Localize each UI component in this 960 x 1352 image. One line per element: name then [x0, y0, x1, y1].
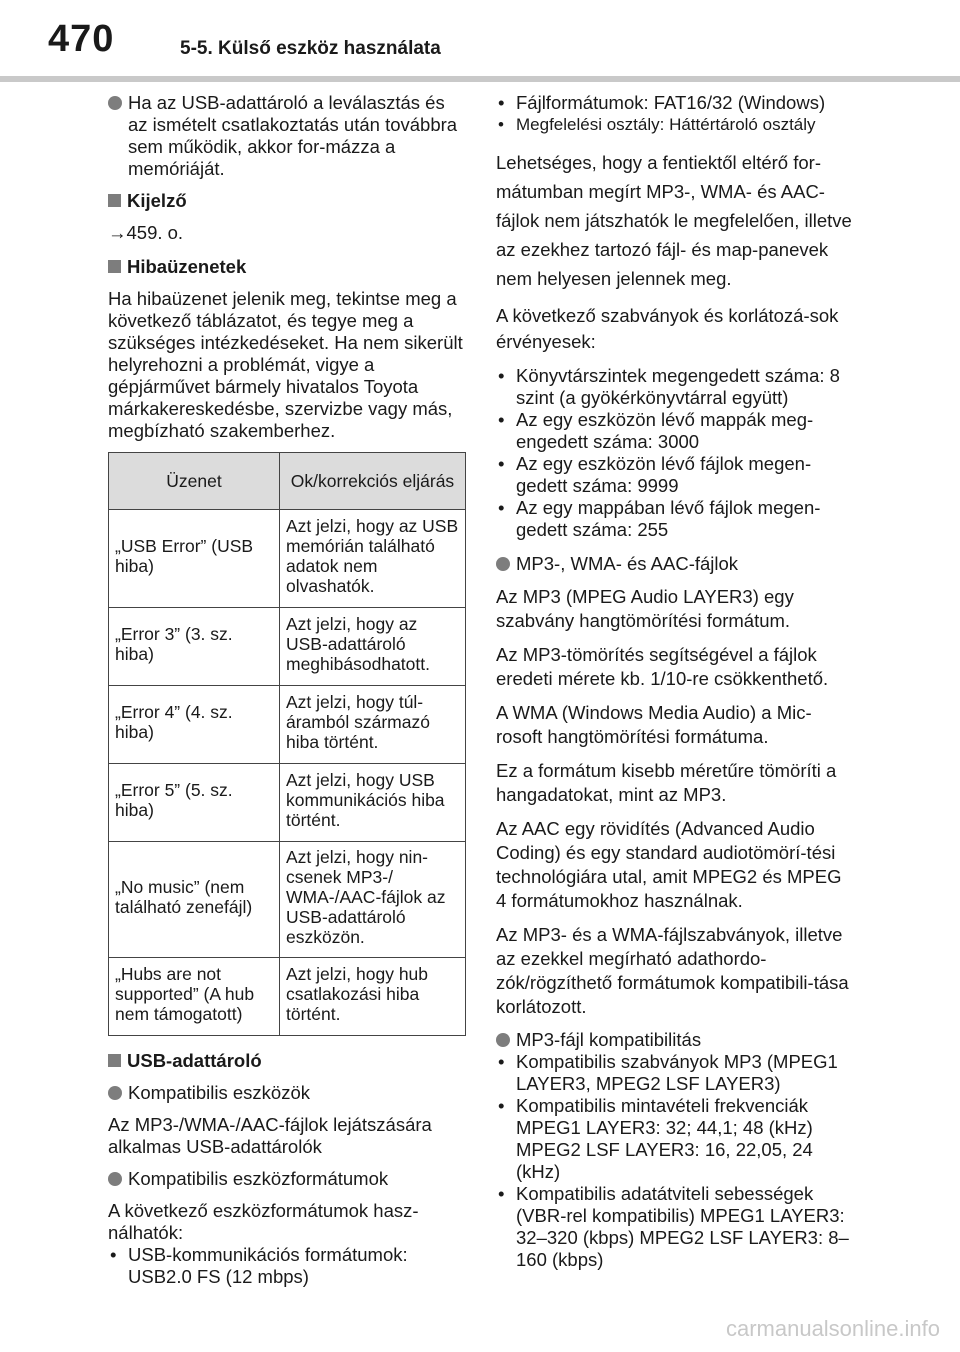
compat-text: Kompatibilis mintavételi frekvenciák MPEG1 LAYER3: 32; 44,1; 48 (kHz) MPEG2 LSF LAYER3: 16, 22,05, 24 (kHz) — [516, 1095, 813, 1182]
right-column — [496, 92, 856, 1271]
table-header-message: Üzenet — [109, 453, 280, 510]
circle-bullet-icon — [496, 1033, 510, 1047]
usb-heading-text: USB-adattároló — [127, 1050, 262, 1071]
list-bullet: • — [498, 365, 505, 386]
limit-text: Az egy eszközön lévő fájlok megen-gedett száma: 9999 — [516, 453, 812, 496]
compat-text: Kompatibilis adatátviteli sebességek (VBR-rel kompatibilis) MPEG1 LAYER3: 32–320 (kbps) MPEG2 LSF LAYER3: 8–160 (kbps) — [516, 1183, 849, 1270]
errors-heading-text: Hibaüzenetek — [127, 256, 247, 277]
list-item — [496, 409, 856, 453]
compat-list — [496, 1051, 856, 1271]
formats-paragraph: Lehetséges, hogy a fentiektől eltérő for-mátumban megírt MP3-, WMA- és AAC-fájlok nem játszhatók le megfelelően, illetve az ezekhez tartozó fájl- és map-panevek nem helyesen jelennek meg. — [496, 152, 852, 289]
usb-note-item — [108, 92, 468, 180]
compat-heading — [496, 1029, 856, 1051]
aac-paragraph: Az AAC egy rövidítés (Advanced Audio Coding) és egy standard audiotömörí-tési technológiára utal, amit MPEG2 és MPEG 4 formátumokhoz használnak. — [496, 818, 842, 911]
limit-text: Az egy eszközön lévő mappák meg-engedett száma: 3000 — [516, 409, 814, 452]
square-bullet-icon — [108, 1054, 121, 1067]
section-title: 5-5. Külső eszköz használata — [180, 38, 441, 59]
table-row — [109, 686, 466, 764]
list-bullet: • — [498, 453, 505, 474]
table-cell-message: „Error 3” (3. sz. hiba) — [109, 608, 280, 686]
compat-formats-text: A következő eszközformátumok hasz-nálhatók: — [108, 1200, 419, 1243]
usb-heading — [108, 1050, 468, 1072]
list-bullet: • — [110, 1244, 117, 1265]
class-text: Megfelelési osztály: Háttértároló osztály — [516, 115, 816, 134]
header-rule — [0, 76, 960, 82]
list-item — [496, 497, 856, 541]
table-cell-message: „USB Error” (USB hiba) — [109, 510, 280, 608]
errors-intro: Ha hibaüzenet jelenik meg, tekintse meg a következő táblázatot, és tegye meg a szükséges intézkedéseket. Ha nem sikerült helyrehozni a problémát, vigye a gépjárművet bármely hivatalos Toyota márkakereskedésbe, szervizbe vagy más, megbízható szakemberhez. — [108, 288, 463, 441]
limit-text: Könyvtárszintek megengedett száma: 8 szint (a gyökérkönyvtárral együtt) — [516, 365, 840, 408]
table-header-fix: Ok/korrekciós eljárás — [280, 453, 466, 510]
mp3-heading — [496, 553, 856, 575]
display-heading-text: Kijelző — [127, 190, 187, 211]
list-item — [496, 92, 856, 114]
table-row — [109, 842, 466, 958]
page-header — [0, 0, 960, 80]
list-bullet: • — [498, 1095, 505, 1116]
table-row — [109, 958, 466, 1036]
display-page-ref: →459. o. — [108, 222, 184, 243]
circle-bullet-icon — [108, 96, 122, 110]
watermark: carmanualsonline.info — [725, 1316, 940, 1341]
list-bullet: • — [498, 115, 504, 134]
square-bullet-icon — [108, 260, 121, 273]
table-row — [109, 764, 466, 842]
compat-devices-item — [108, 1082, 468, 1104]
table-cell-fix: Azt jelzi, hogy az USB memórián található adatok nem olvashatók. — [280, 510, 466, 608]
file-formats-text: Fájlformátumok: FAT16/32 (Windows) — [516, 92, 826, 113]
table-cell-message: „Hubs are not supported” (A hub nem támogatott) — [109, 958, 280, 1036]
page-number: 470 — [48, 18, 115, 60]
list-item — [496, 114, 856, 136]
compat-devices-text: Az MP3-/WMA-/AAC-fájlok lejátszására alkalmas USB-adattárolók — [108, 1114, 432, 1157]
table-cell-fix: Azt jelzi, hogy túl-áramból származó hiba történt. — [280, 686, 466, 764]
errors-heading — [108, 256, 468, 278]
list-bullet: • — [498, 1051, 505, 1072]
list-item — [108, 1244, 468, 1288]
table-cell-message: „No music” (nem található zenefájl) — [109, 842, 280, 958]
wma-paragraph-2: Ez a formátum kisebb méretűre tömöríti a hangadatokat, mint az MP3. — [496, 760, 837, 805]
table-row — [109, 608, 466, 686]
standards-intro: A következő szabványok és korlátozá-sok érvényesek: — [496, 305, 839, 352]
limits-list — [496, 365, 856, 541]
table-cell-fix: Azt jelzi, hogy USB kommunikációs hiba történt. — [280, 764, 466, 842]
list-item — [496, 1095, 856, 1183]
list-bullet: • — [498, 409, 505, 430]
compat-devices-title: Kompatibilis eszközök — [128, 1082, 310, 1103]
square-bullet-icon — [108, 194, 121, 207]
table-cell-message: „Error 4” (4. sz. hiba) — [109, 686, 280, 764]
compat-heading-text: MP3-fájl kompatibilitás — [516, 1029, 702, 1050]
list-item — [496, 453, 856, 497]
table-cell-fix: Azt jelzi, hogy hub csatlakozási hiba történt. — [280, 958, 466, 1036]
left-column — [108, 92, 468, 1288]
compat-formats-item — [108, 1168, 468, 1190]
compat-formats-title: Kompatibilis eszközformátumok — [128, 1168, 389, 1189]
limit-text: Az egy mappában lévő fájlok megen-gedett száma: 255 — [516, 497, 821, 540]
list-item — [496, 365, 856, 409]
wma-paragraph-1: A WMA (Windows Media Audio) a Mic-rosoft hangtömörítési formátuma. — [496, 702, 812, 747]
list-bullet: • — [498, 497, 505, 518]
compat-text: Kompatibilis szabványok MP3 (MPEG1 LAYER3, MPEG2 LSF LAYER3) — [516, 1051, 838, 1094]
list-bullet: • — [498, 92, 505, 113]
mp3-paragraph-2: Az MP3-tömörítés segítségével a fájlok eredeti mérete kb. 1/10-re csökkenthető. — [496, 644, 829, 689]
compat-limit-paragraph: Az MP3- és a WMA-fájlszabványok, illetve az ezekkel megírható adathordo-zók/rögzíthető formátumok kompatibili-tása korlátozott. — [496, 924, 849, 1017]
usb-note-text: Ha az USB-adattároló a leválasztás és az ismételt csatlakoztatás után továbbra sem működik, akkor for-mázza a memóriáját. — [128, 92, 458, 179]
list-item — [496, 1051, 856, 1095]
display-heading — [108, 190, 468, 212]
mp3-heading-text: MP3-, WMA- és AAC-fájlok — [516, 553, 739, 574]
table-header-row — [109, 453, 466, 510]
table-row — [109, 510, 466, 608]
list-item — [496, 1183, 856, 1271]
table-cell-fix: Azt jelzi, hogy nin-csenek MP3-/ WMA-/AAC-fájlok az USB-adattároló eszközön. — [280, 842, 466, 958]
circle-bullet-icon — [108, 1172, 122, 1186]
circle-bullet-icon — [496, 557, 510, 571]
list-bullet: • — [498, 1183, 505, 1204]
circle-bullet-icon — [108, 1086, 122, 1100]
error-table — [108, 452, 466, 1036]
mp3-paragraph-1: Az MP3 (MPEG Audio LAYER3) egy szabvány hangtömörítési formátum. — [496, 586, 794, 631]
table-cell-fix: Azt jelzi, hogy az USB-adattároló meghibásodhatott. — [280, 608, 466, 686]
table-cell-message: „Error 5” (5. sz. hiba) — [109, 764, 280, 842]
usb-comm-text: USB-kommunikációs formátumok: USB2.0 FS (12 mbps) — [128, 1244, 408, 1287]
